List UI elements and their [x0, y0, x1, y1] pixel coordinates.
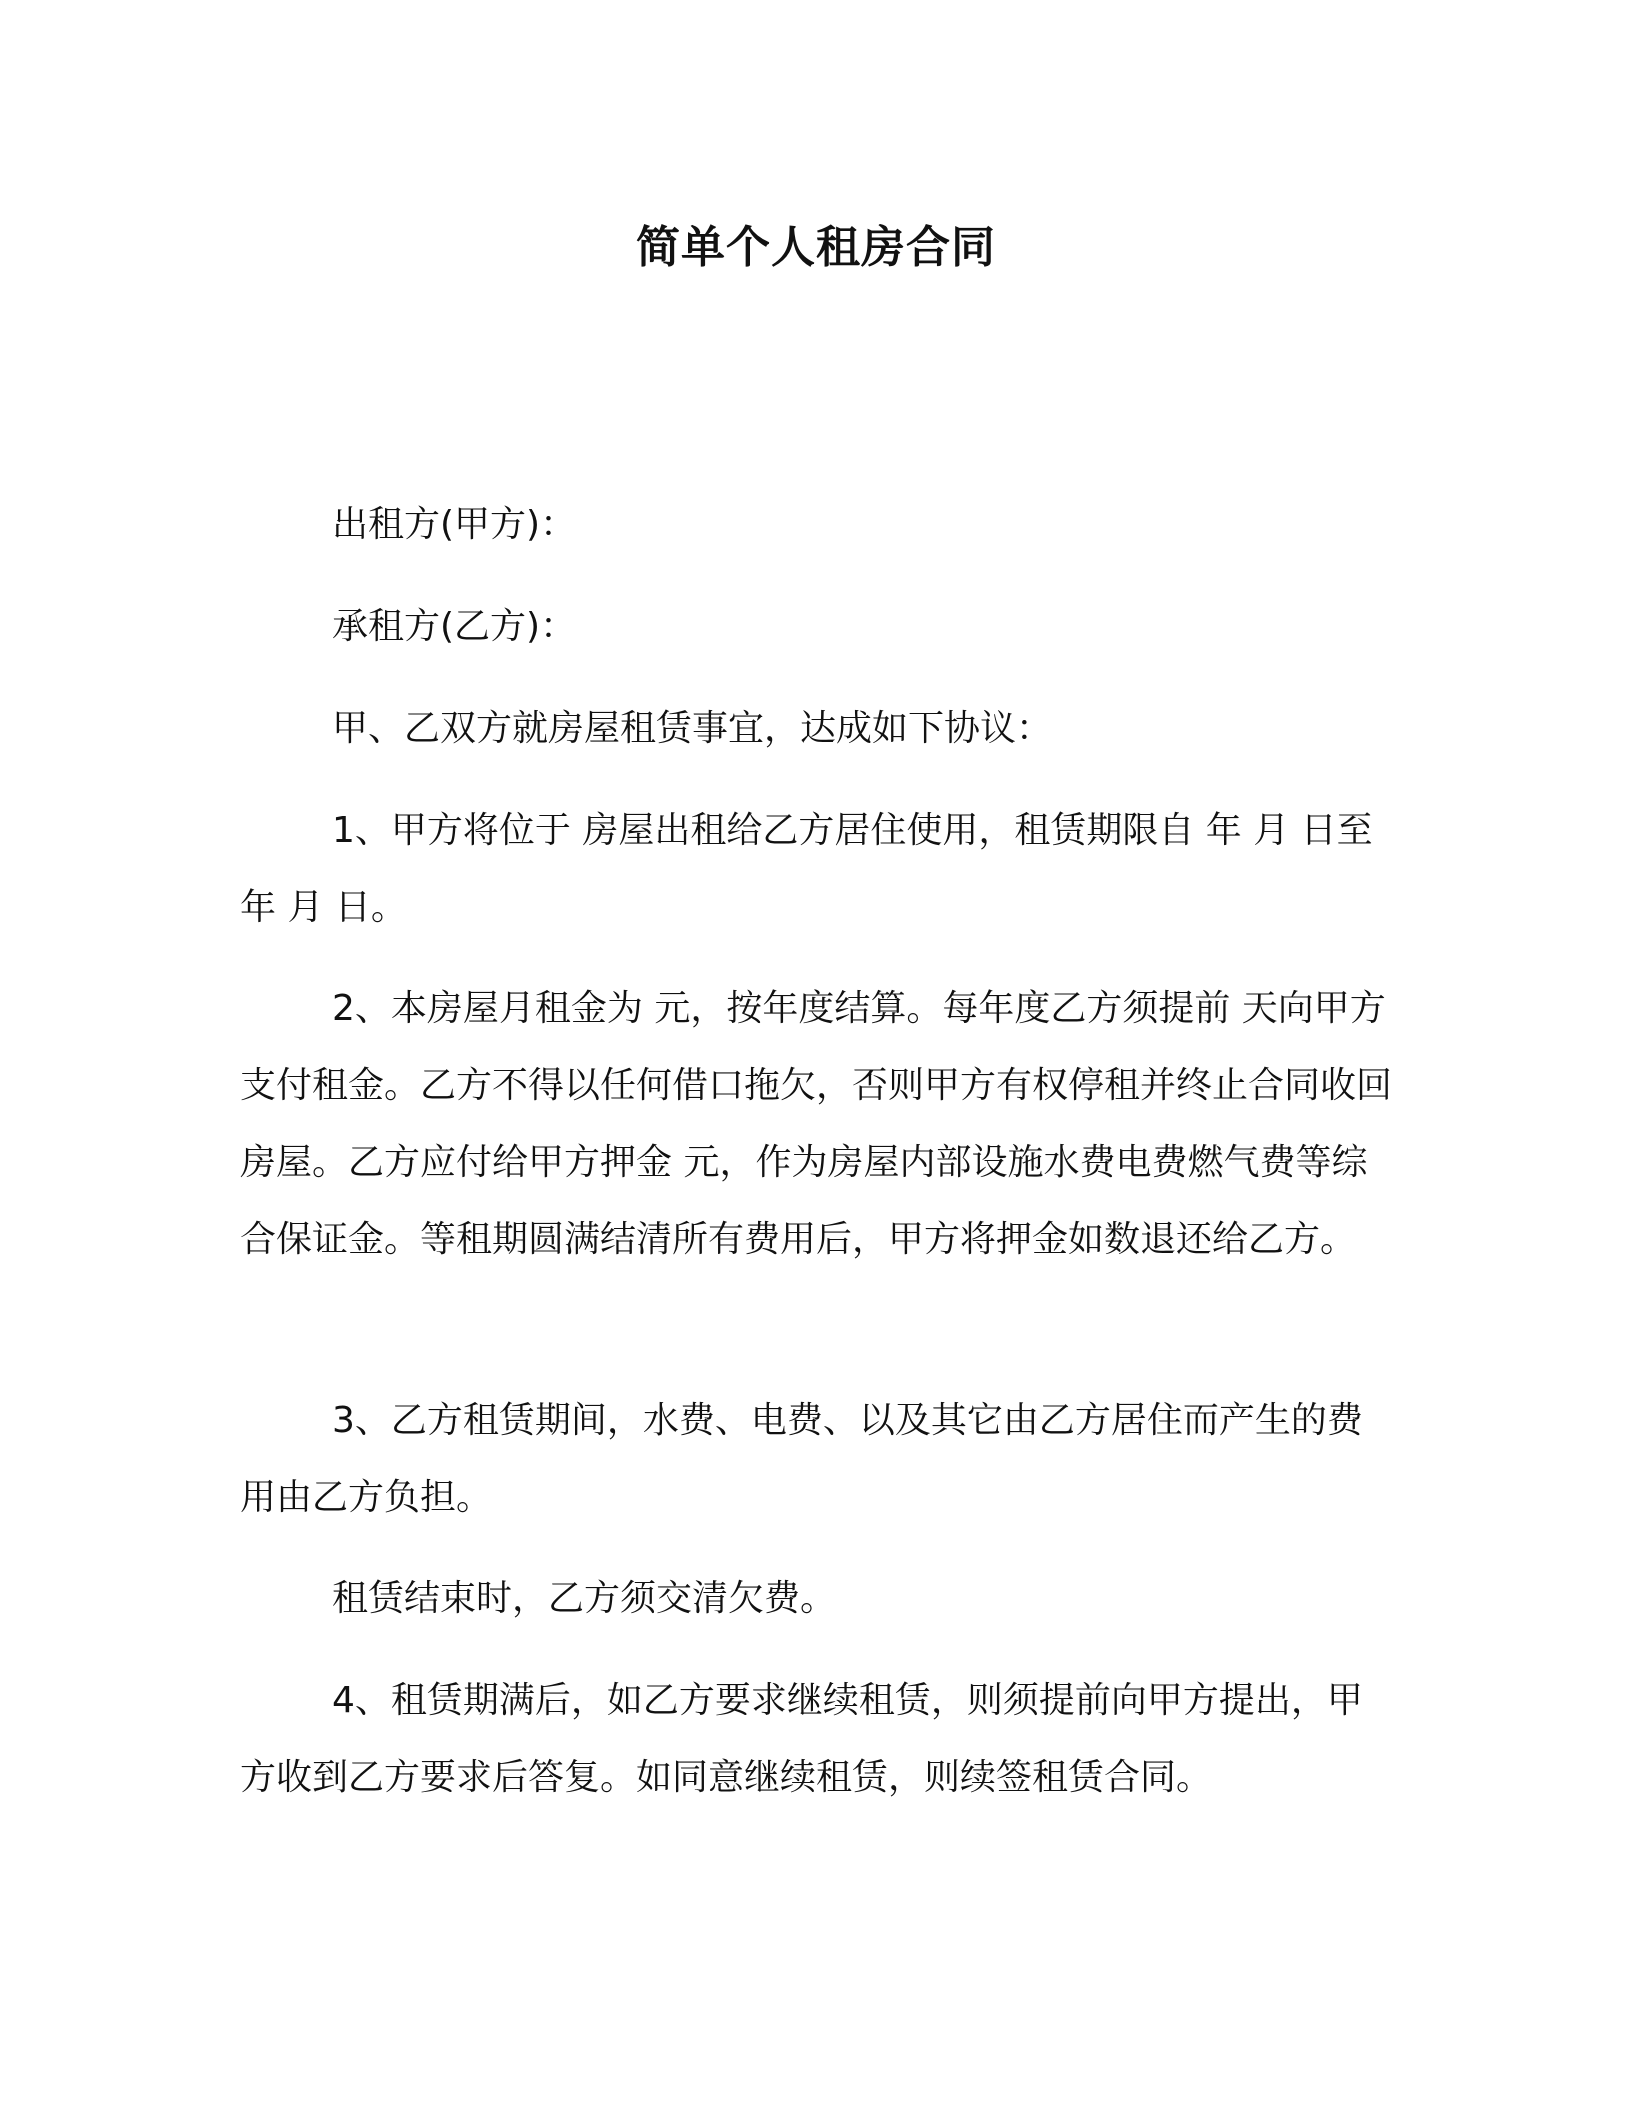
clause-4: 4、租赁期满后，如乙方要求继续租赁，则须提前向甲方提出，甲方收到乙方要求后答复。如同意继续租赁，则续签租赁合同。 [240, 1680, 1363, 1798]
clause-2: 2、本房屋月租金为 元，按年度结算。每年度乙方须提前 天向甲方支付租金。乙方不得以任何借口拖欠，否则甲方有权停租并终止合同收回房屋。乙方应付给甲方押金 元，作为房屋内部设施水费电费燃气费等综合保证金。等租期圆满结清所有费用后，甲方将押金如数退还给乙方。 [240, 988, 1393, 1260]
document-title: 简单个人租房合同 [636, 222, 996, 273]
lessee-line: 承租方(乙方)： [332, 606, 577, 647]
intro-paragraph: 甲、乙双方就房屋租赁事宜，达成如下协议： [332, 708, 1053, 749]
lessor-line: 出租方(甲方)： [332, 504, 577, 545]
clause-3: 3、乙方租赁期间，水费、电费、以及其它由乙方居住而产生的费用由乙方负担。 [240, 1400, 1363, 1518]
clause-3-extra: 租赁结束时，乙方须交清欠费。 [332, 1578, 837, 1619]
clause-1: 1、甲方将位于 房屋出租给乙方居住使用，租赁期限自 年 月 日至 年 月 日。 [240, 810, 1373, 928]
